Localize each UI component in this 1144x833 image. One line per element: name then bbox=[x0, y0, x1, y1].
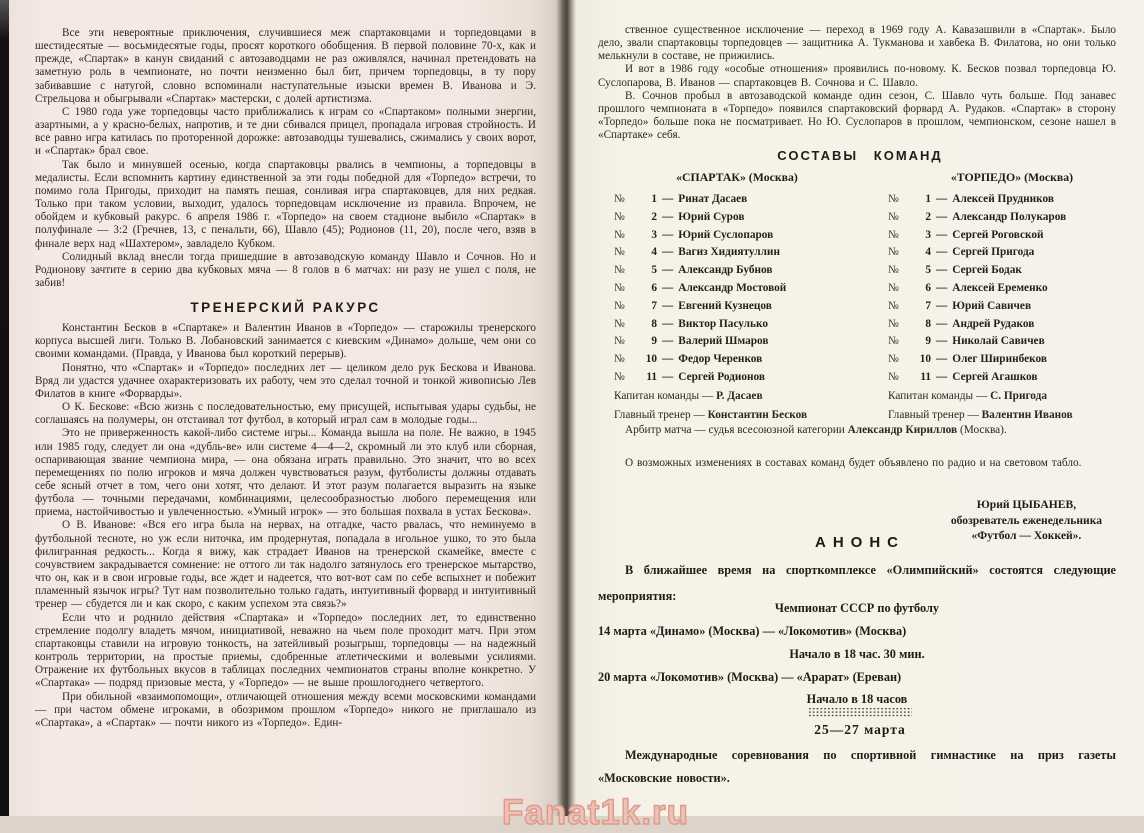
section-heading-anons: АНОНС bbox=[815, 534, 905, 551]
player-number: 3 bbox=[651, 228, 657, 241]
number-sign: № bbox=[614, 281, 625, 294]
player-row bbox=[614, 264, 860, 282]
article-paragraph: Понятно, что «Спартак» и «Торпедо» последних лет — целиком дело рук Бескова и Иванова. Вряд ли удастся удачнее охарактеризовать их работу, чем это сделал точной и тонкой живописью Лев Филатов в книге «Форварды». bbox=[35, 361, 536, 400]
roster-spartak bbox=[584, 170, 860, 428]
number-sign: № bbox=[614, 299, 625, 312]
number-sign: № bbox=[888, 264, 899, 277]
player-number: 5 bbox=[651, 264, 657, 277]
left-page bbox=[9, 0, 556, 816]
dash: — bbox=[967, 409, 979, 422]
player-number: 4 bbox=[925, 246, 931, 259]
player-row bbox=[614, 246, 860, 264]
player-name: Сергей Агашков bbox=[952, 370, 1038, 383]
player-name: Ринат Дасаев bbox=[678, 193, 748, 205]
dash: — bbox=[662, 353, 674, 366]
section-heading-trenersky-rakurs: ТРЕНЕРСКИЙ РАКУРС bbox=[190, 300, 381, 316]
number-sign: № bbox=[888, 246, 899, 259]
player-name: Сергей Роговской bbox=[952, 228, 1044, 241]
article-paragraph: Так было и минувшей осенью, когда спартаковцы рвались в чемпионы, а торпедовцы в медалисты. Если вспомнить картину единственной за эти годы победной для «Торпедо» встречи, то помимо гола Пригоды, приходит на память пешая, сонливая игра спартаковцев, для них редкая. Только при таком условии, выходит, удалось торпедовцам исключение из правила. Впрочем, не обойдем и кубковый ракурс. 6 апреля 1986 г. «Торпедо» на своем стадионе выбило «Спартак» в полуфинале — 3:2 (Гречнев, 13, с пенальти, 66), Шавло (45); Родионов (11, 20), после чего, взяв в финале верх над «Шахтером», завладело Кубком. bbox=[35, 158, 536, 250]
player-number: 9 bbox=[651, 335, 657, 348]
player-name: Валерий Шмаров bbox=[678, 335, 769, 348]
dash: — bbox=[662, 335, 674, 348]
dash: — bbox=[662, 317, 674, 330]
player-name: Александр Бубнов bbox=[678, 264, 773, 277]
article-paragraph: И вот в 1986 году «особые отношения» проявились по-новому. К. Бесков позвал торпедовца Ю. Суслопарова, В. Иванов — спартаковцев В. Сочнова и С. Шавло. bbox=[598, 63, 1116, 89]
article-paragraph: Если что и роднило действия «Спартака» и «Торпедо» последних лет, то единственно стремление подолгу владеть мячом, инициативой, неважно на чьем поле проходит матч. При этом спартаковцы ставили на игровую тонкость, на затейливый розыгрыш, торпедовцы — на надежный контроль территории, на простые приемы, сдобренные атлетическими и волевыми усилиями. Отражение их футбольных вкусов в таблицах последних чемпионатов страны вполне конкретно. У «Спартака» — подряд призовые места, у «Торпедо» — не выше прошлогоднего четвертого. bbox=[35, 611, 536, 690]
dash: — bbox=[701, 389, 714, 402]
player-row bbox=[888, 211, 1136, 229]
author-name: Юрий ЦЫБАНЕВ, bbox=[976, 498, 1077, 511]
dash: — bbox=[936, 228, 948, 241]
number-sign: № bbox=[888, 353, 899, 366]
author-publication: «Футбол — Хоккей». bbox=[971, 529, 1082, 542]
number-sign: № bbox=[888, 317, 899, 330]
player-number: 6 bbox=[925, 281, 931, 294]
dash: — bbox=[936, 246, 948, 259]
dash: — bbox=[936, 299, 948, 312]
author-role: обозреватель еженедельника bbox=[950, 513, 1102, 527]
scan-page-edge bbox=[0, 0, 9, 816]
player-name: Юрий Суров bbox=[678, 210, 745, 223]
captain-row: Капитан команды — С. Пригода bbox=[888, 389, 1047, 402]
number-sign: № bbox=[614, 335, 625, 348]
dotted-divider bbox=[808, 707, 912, 718]
article-paragraph: Это не приверженность какой-либо системе игры... Команда вышла на поле. Не важно, в 1945 или 1985 году, следует ли она «дубль-ве» или системе 4—4—2, скромный ли это клуб или сборная, оспаривающая звание чемпиона мира, — она обязана играть правильно. Это значит, что во всех перемещениях по полю игроков и мяча должен чувствоваться разум, футболисты должны отдавать себе ясный отчет в том, чего они хотят, что делают. И этот разум полагается выразить на языке футбола — точными передачами, комбинациями, целесообразностью любого перемещения или приема, настойчивостью и увлеченностью. «Умный игрок» — это большая похвала в устах Бескова». bbox=[35, 427, 536, 519]
player-name: Николай Савичев bbox=[952, 335, 1045, 348]
player-number: 7 bbox=[651, 299, 657, 312]
number-sign: № bbox=[888, 335, 899, 348]
right-page bbox=[576, 0, 1144, 816]
player-name: Алексей Прудников bbox=[952, 193, 1054, 205]
player-number: 6 bbox=[651, 281, 657, 294]
number-sign: № bbox=[614, 246, 625, 259]
dash: — bbox=[693, 409, 705, 422]
dash: — bbox=[936, 210, 948, 223]
player-row bbox=[614, 353, 860, 371]
player-name: Александр Мостовой bbox=[678, 281, 787, 294]
player-name: Александр Полукаров bbox=[952, 210, 1067, 223]
player-name: Вагиз Хидиятуллин bbox=[678, 246, 780, 259]
number-sign: № bbox=[888, 370, 899, 383]
captain-name: С. Пригода bbox=[990, 389, 1047, 402]
player-row bbox=[614, 282, 860, 300]
player-row bbox=[888, 246, 1136, 264]
player-row bbox=[888, 371, 1136, 389]
event-match-1-time: Начало в 18 час. 30 мин. bbox=[789, 647, 925, 661]
dash: — bbox=[975, 389, 988, 402]
number-sign: № bbox=[888, 228, 899, 241]
event-championship-title: Чемпионат СССР по футболу bbox=[774, 601, 940, 615]
player-name: Олег Ширинбеков bbox=[952, 353, 1047, 366]
watermark-fanat1k: Fanat1k.ru bbox=[502, 793, 689, 832]
dash: — bbox=[662, 370, 674, 383]
article-paragraph: При обильной «взаимопомощи», отличающей отношения между всеми московскими командами — при частом обмене игроками, в обозримом прошлом «Торпедо» никого не приглашало из «Спартака», а «Спартак» — почти никого из «Торпедо». Един- bbox=[35, 690, 536, 729]
dash: — bbox=[662, 210, 674, 223]
captain-name: Р. Дасаев bbox=[716, 389, 763, 402]
player-name: Сергей Пригода bbox=[952, 246, 1035, 259]
event-gymnastics: Международные соревнования по спортивной гимнастике на приз газеты «Московские новости». bbox=[598, 748, 1116, 785]
player-name: Алексей Еременко bbox=[952, 281, 1048, 294]
player-number: 4 bbox=[651, 246, 657, 259]
referee-line: Арбитр матча — судья всесоюзной категории Александр Кириллов (Москва). bbox=[625, 424, 1007, 436]
player-row bbox=[888, 229, 1136, 247]
number-sign: № bbox=[888, 281, 899, 294]
dash: — bbox=[662, 264, 674, 277]
player-number: 11 bbox=[920, 370, 931, 383]
player-name: Юрий Савичев bbox=[952, 299, 1032, 312]
coach-row: Главный тренер — Константин Бесков bbox=[614, 409, 808, 422]
player-row bbox=[888, 300, 1136, 318]
player-name: Евгений Кузнецов bbox=[678, 299, 772, 312]
event-match-2: 20 марта «Локомотив» (Москва) — «Арарат» (Ереван) bbox=[598, 670, 902, 684]
player-number: 8 bbox=[651, 317, 657, 330]
dash: — bbox=[662, 246, 674, 259]
dash: — bbox=[936, 317, 948, 330]
player-row bbox=[614, 229, 860, 247]
dash: — bbox=[662, 193, 674, 205]
player-row bbox=[614, 335, 860, 353]
player-row bbox=[614, 300, 860, 318]
player-row bbox=[614, 318, 860, 336]
player-name: Сергей Бодак bbox=[952, 264, 1022, 277]
player-row bbox=[614, 371, 860, 389]
number-sign: № bbox=[888, 193, 899, 205]
article-continuation bbox=[598, 24, 1116, 142]
number-sign: № bbox=[614, 193, 625, 205]
number-sign: № bbox=[614, 317, 625, 330]
player-row bbox=[888, 193, 1136, 211]
referee-name: Александр Кириллов bbox=[847, 424, 958, 436]
player-number: 2 bbox=[651, 210, 657, 223]
number-sign: № bbox=[614, 210, 625, 223]
article-paragraph: О К. Бескове: «Всю жизнь с последовательностью, ему присущей, испытывая удары судьбы, не соглашаясь на полумеры, он отстаивал тот футбол, в который играл сам в молодые годы... bbox=[35, 401, 536, 427]
player-name: Юрий Суслопаров bbox=[678, 228, 774, 241]
dash: — bbox=[662, 281, 674, 294]
article-paragraph: ственное существенное исключение — переход в 1969 году А. Кавазашвили в «Спартак». Было дело, звали спартаковцы торпедовцев — защитника А. Тукманова и хавбека В. Филатова, но они только мелькнули в составе, не прижились. bbox=[598, 24, 1116, 63]
player-number: 2 bbox=[925, 210, 931, 223]
player-number: 9 bbox=[925, 335, 931, 348]
player-row bbox=[888, 264, 1136, 282]
roster-torpedo bbox=[860, 170, 1136, 428]
player-number: 8 bbox=[925, 317, 931, 330]
article-paragraph: Солидный вклад внесли тогда пришедшие в автозаводскую команду Шавло и Сочнов. Но и Родионову зачтите в серию два кубковых мяча — 8 голов в 6 матчах: ни разу не ушел с поля, не забив! bbox=[35, 250, 536, 289]
number-sign: № bbox=[888, 299, 899, 312]
player-row bbox=[614, 211, 860, 229]
player-number: 5 bbox=[925, 264, 931, 277]
dash: — bbox=[936, 370, 948, 383]
player-row bbox=[888, 318, 1136, 336]
player-row bbox=[614, 193, 860, 211]
dash: — bbox=[936, 281, 948, 294]
dash: — bbox=[936, 353, 948, 366]
article-paragraph: В. Сочнов пробыл в автозаводской команде один сезон, С. Шавло чуть больше. Под занавес прошлого чемпионата в «Торпедо» появился спартаковский форвард А. Рудаков. «Спартак» в сторону «Торпедо» больше пока не посматривает. Но Ю. Суслопаров в прошлом, чемпионском, сезоне нашел в «Спартаке» себя. bbox=[598, 89, 1116, 142]
event-dates: 25—27 марта bbox=[814, 722, 906, 737]
dash: — bbox=[662, 228, 674, 241]
number-sign: № bbox=[614, 264, 625, 277]
rosters-table bbox=[584, 170, 1136, 428]
player-name: Виктор Пасулько bbox=[678, 317, 768, 330]
player-number: 3 bbox=[925, 228, 931, 241]
player-number: 10 bbox=[645, 353, 657, 366]
player-number: 1 bbox=[925, 193, 931, 205]
dash: — bbox=[936, 193, 948, 205]
dash: — bbox=[662, 299, 674, 312]
article-paragraph: О В. Иванове: «Вся его игра была на нервах, на отгадке, часто рвалась, что неминуемо в футбольной тесноте, но уж если ниточка, им продернутая, попадала в игольное ушко, то это была филигранная редкость... Когда я вижу, как страдает Иванов на тренерской скамейке, вместе с сочувствием закрадывается сомнение: не оттого ли так надолго затянулось его тренерское мытарство, что он, как и в свои игровые годы, все ждет и надеется, что вот-вот сам по себе вспыхнет и побежит пламенный язычок игры? Тут нам позволительно только гадать, интуитивный форвард и интуитивный тренер — сбудется ли и как скоро, с каким успехом эта связь?» bbox=[35, 519, 536, 611]
article-paragraph: Константин Бесков в «Спартаке» и Валентин Иванов в «Торпедо» — старожилы тренерского корпуса высшей лиги. Только В. Лобановский занимается с киевским «Динамо» дольше, чем они со своими командами. (Правда, у Иванова был короткий перерыв). bbox=[35, 322, 536, 361]
captain-row: Капитан команды — Р. Дасаев bbox=[614, 389, 763, 402]
article-paragraph: Все эти невероятные приключения, случившиеся меж спартаковцами и торпедовцами в шестидесятые — восьмидесятые годы, просят короткого обобщения. В первой половине 70-х, как и прежде, «Спартак» в канун свиданий с автозаводцами не раз оживлялся, начинал претендовать на заметную роль в чемпионате, но почти неизменно был бит, причем торпедовцы, в ту пору забивавшие с натугой, словно вспоминали наступательные изыски времен В. Иванова и Э. Стрельцова и обыгрывали «Спартак» мастерски, с долей артистизма. bbox=[35, 27, 536, 105]
player-number: 1 bbox=[651, 193, 657, 205]
dash: — bbox=[936, 335, 948, 348]
coach-row: Главный тренер — Валентин Иванов bbox=[888, 409, 1073, 422]
player-row bbox=[888, 353, 1136, 371]
player-number: 11 bbox=[646, 370, 657, 383]
event-match-1: 14 марта «Динамо» (Москва) — «Локомотив» (Москва) bbox=[598, 624, 907, 638]
team-title-spartak: «СПАРТАК» (Москва) bbox=[676, 170, 798, 184]
coach-name: Валентин Иванов bbox=[981, 409, 1073, 422]
number-sign: № bbox=[888, 210, 899, 223]
number-sign: № bbox=[614, 228, 625, 241]
event-match-2-time: Начало в 18 часов bbox=[806, 692, 908, 706]
player-name: Сергей Родионов bbox=[678, 370, 766, 383]
article-paragraph: С 1980 года уже торпедовцы часто приближались к играм со «Спартаком» полными энергии, азартными, а у красно-белых, напротив, и те дни сбивался прицел, пропадала игровая стройность. И все равно игра катилась по проторенной дорожке: автозаводцы тушевались, сжимались у своих ворот, и «Спартак» брал свое. bbox=[35, 105, 536, 158]
dash: — bbox=[936, 264, 948, 277]
player-name: Федор Черенков bbox=[678, 353, 763, 366]
team-title-torpedo: «ТОРПЕДО» (Москва) bbox=[950, 170, 1074, 184]
number-sign: № bbox=[614, 370, 625, 383]
player-row bbox=[888, 282, 1136, 300]
player-number: 7 bbox=[925, 299, 931, 312]
player-number: 10 bbox=[919, 353, 931, 366]
section-heading-rosters: СОСТАВЫ КОМАНД bbox=[777, 148, 943, 163]
page-gutter-fold bbox=[556, 0, 576, 816]
coach-name: Константин Бесков bbox=[707, 409, 808, 422]
player-row bbox=[888, 335, 1136, 353]
player-name: Андрей Рудаков bbox=[952, 317, 1035, 330]
anons-intro: В ближайшее время на спорткомплексе «Олимпийский» состоятся следующие мероприятия: bbox=[598, 563, 1116, 603]
number-sign: № bbox=[614, 353, 625, 366]
lineup-change-note: О возможных изменениях в составах команд будет объявлено по радио и на световом табло. bbox=[625, 457, 1082, 469]
